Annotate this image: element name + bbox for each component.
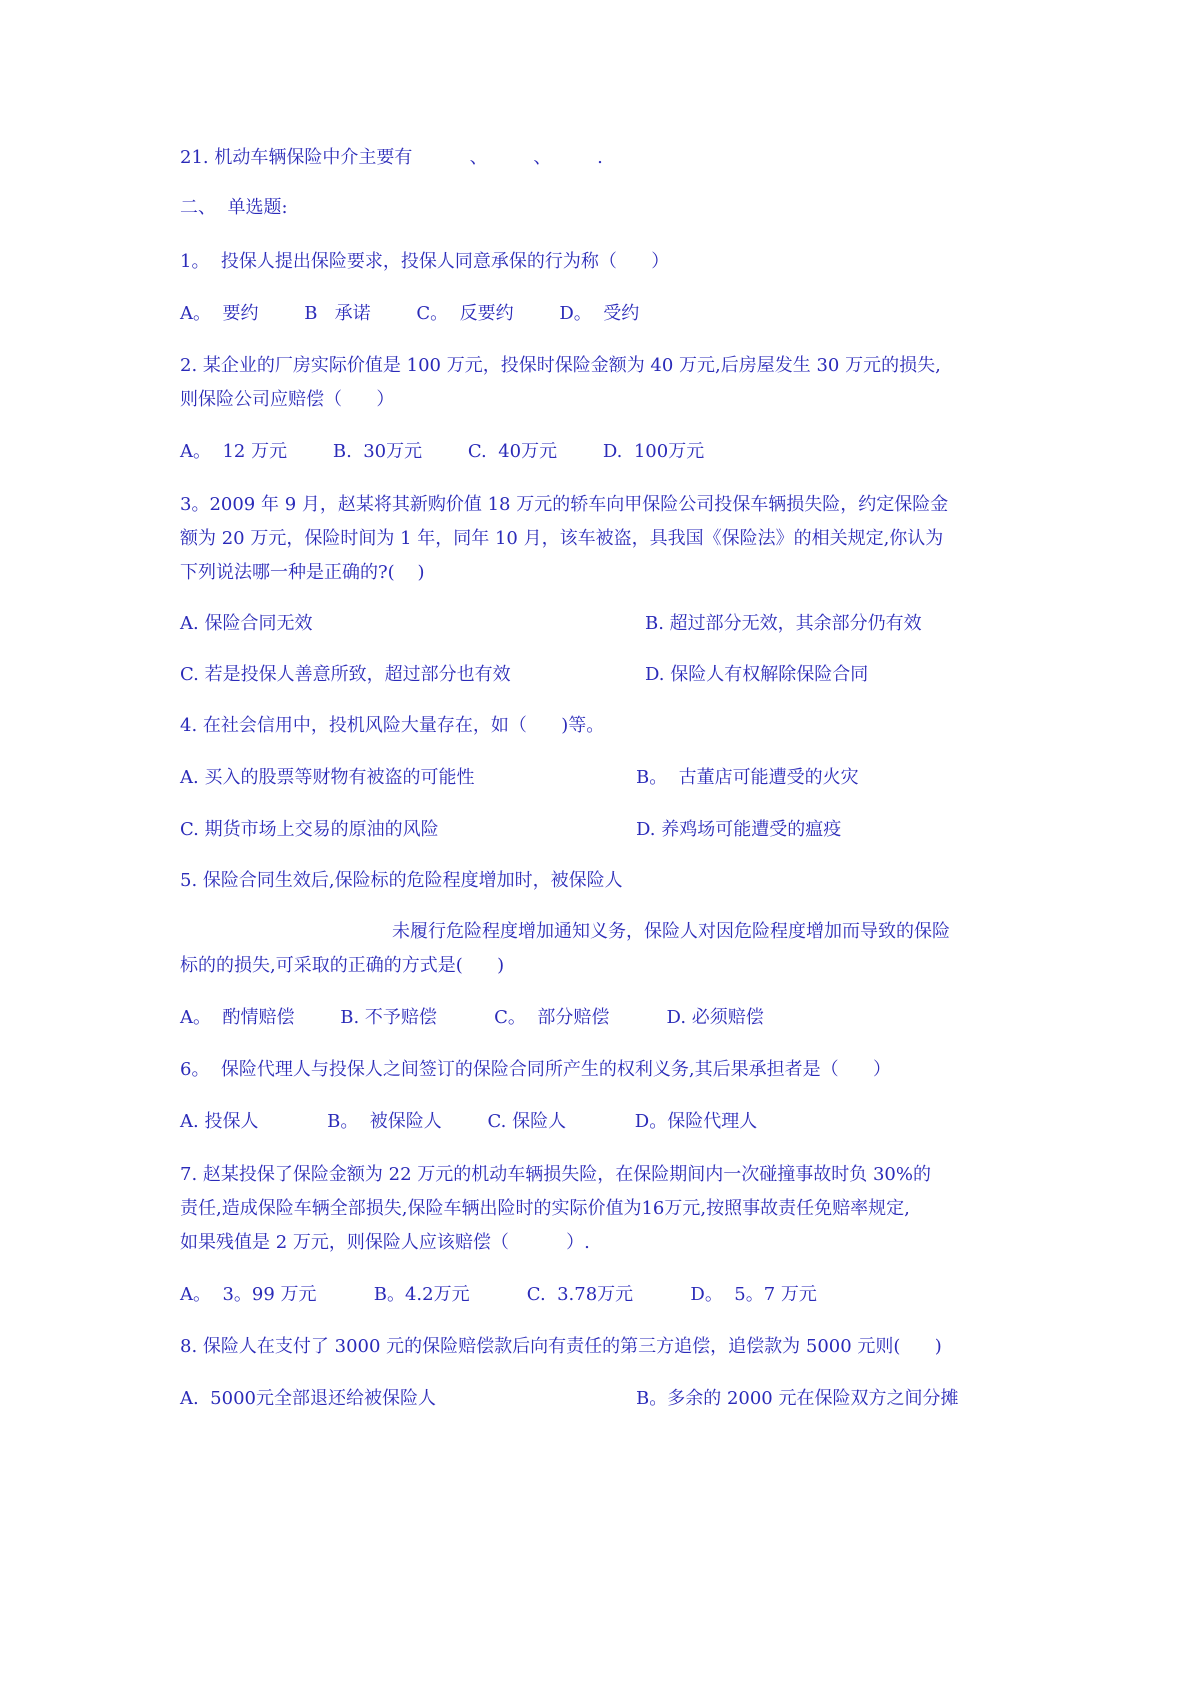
question-4-option-c: C. 期货市场上交易的原油的风险 xyxy=(180,819,439,840)
question-2-options: A。 12 万元 B. 30万元 C. 40万元 D. 100万元 xyxy=(180,441,705,462)
question-5-line-1: 5. 保险合同生效后,保险标的危险程度增加时，被保险人 xyxy=(180,870,623,891)
question-3-option-a: A. 保险合同无效 xyxy=(180,613,313,634)
question-2-line-2: 则保险公司应赔偿（ ） xyxy=(180,389,395,410)
question-4: 4. 在社会信用中，投机风险大量存在，如（ )等。 xyxy=(180,715,605,736)
question-1: 1。 投保人提出保险要求，投保人同意承保的行为称（ ） xyxy=(180,251,670,272)
question-7-options: A。 3。99 万元 B。4.2万元 C. 3.78万元 D。 5。7 万元 xyxy=(180,1284,817,1305)
question-3-option-c: C. 若是投保人善意所致，超过部分也有效 xyxy=(180,664,511,685)
question-2-line-1: 2. 某企业的厂房实际价值是 100 万元，投保时保险金额为 40 万元,后房屋发生 30 万元的损失, xyxy=(180,355,941,376)
question-7-line-1: 7. 赵某投保了保险金额为 22 万元的机动车辆损失险，在保险期间内一次碰撞事故时负 30%的 xyxy=(180,1164,931,1185)
question-8-option-b: B。多余的 2000 元在保险双方之间分摊 xyxy=(636,1388,959,1409)
question-5-options: A。 酌情赔偿 B. 不予赔偿 C。 部分赔偿 D. 必须赔偿 xyxy=(180,1007,764,1028)
question-4-option-b: B。 古董店可能遭受的火灾 xyxy=(636,767,859,788)
question-6-options: A. 投保人 B。 被保险人 C. 保险人 D。保险代理人 xyxy=(180,1111,758,1132)
section-heading-single-choice: 二、 单选题: xyxy=(180,197,288,218)
question-3-option-d: D. 保险人有权解除保险合同 xyxy=(645,664,869,685)
question-8-option-a: A. 5000元全部退还给被保险人 xyxy=(180,1388,436,1409)
question-3-option-b: B. 超过部分无效，其余部分仍有效 xyxy=(645,613,922,634)
question-3-line-1: 3。2009 年 9 月，赵某将其新购价值 18 万元的轿车向甲保险公司投保车辆损失险，约定保险金 xyxy=(180,494,949,515)
question-21: 21. 机动车辆保险中介主要有 、 、 . xyxy=(180,147,603,168)
question-5-line-3: 标的的损失,可采取的正确的方式是( ) xyxy=(180,955,505,976)
question-3-line-2: 额为 20 万元，保险时间为 1 年，同年 10 月，该车被盗，具我国《保险法》的相关规定,你认为 xyxy=(180,528,944,549)
question-4-option-a: A. 买入的股票等财物有被盗的可能性 xyxy=(180,767,475,788)
question-5-line-2: 未履行危险程度增加通知义务，保险人对因危险程度增加而导致的保险 xyxy=(392,921,950,942)
question-4-option-d: D. 养鸡场可能遭受的瘟疫 xyxy=(636,819,842,840)
question-8: 8. 保险人在支付了 3000 元的保险赔偿款后向有责任的第三方追偿，追偿款为 5000 元则( ) xyxy=(180,1336,942,1357)
question-7-line-2: 责任,造成保险车辆全部损失,保险车辆出险时的实际价值为16万元,按照事故责任免赔率规定, xyxy=(180,1198,910,1219)
question-3-line-3: 下列说法哪一种是正确的?( ) xyxy=(180,562,425,583)
question-6: 6。 保险代理人与投保人之间签订的保险合同所产生的权利义务,其后果承担者是（ ） xyxy=(180,1059,891,1080)
question-1-options: A。 要约 B 承诺 C。 反要约 D。 受约 xyxy=(180,303,640,324)
question-7-line-3: 如果残值是 2 万元，则保险人应该赔偿（ ）. xyxy=(180,1232,590,1253)
